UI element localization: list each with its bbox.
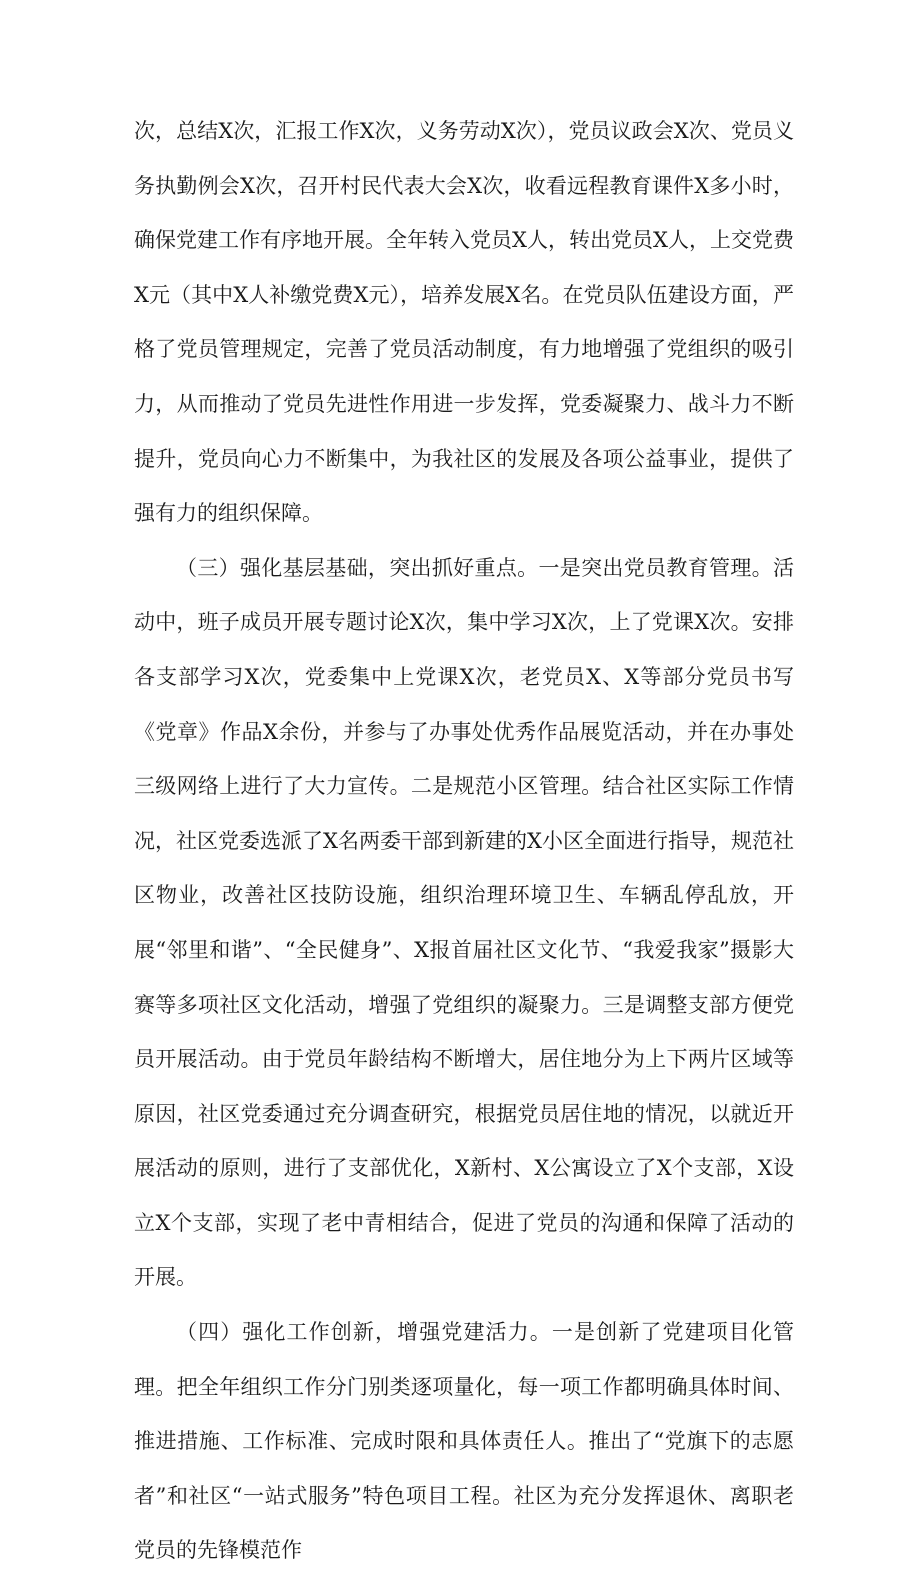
document-page bbox=[134, 104, 794, 1578]
paragraph-work-innovation: （四）强化工作创新，增强党建活力。一是创新了党建项目化管理。把全年组织工作分门别类逐项量化，每一项工作都明确具体时间、推进措施、工作标准、完成时限和具体责任人。推出了“党旗下的志愿者”和社区“一站式服务”特色项目工程。社区为充分发挥退休、离职老党员的先锋模范作 bbox=[134, 1320, 794, 1563]
paragraph-strengthen-grassroots: （三）强化基层基础，突出抓好重点。一是突出党员教育管理。活动中，班子成员开展专题讨论X次，集中学习X次，上了党课X次。安排各支部学习X次，党委集中上党课X次，老党员X、X等部分党员书写《党章》作品X余份，并参与了办事处优秀作品展览活动，并在办事处三级网络上进行了大力宣传。二是规范小区管理。结合社区实际工作情况，社区党委选派了X名两委干部到新建的X小区全面进行指导，规范社区物业，改善社区技防设施，组织治理环境卫生、车辆乱停乱放，开展“邻里和谐”、“全民健身”、X报首届社区文化节、“我爱我家”摄影大赛等多项社区文化活动，增强了党组织的凝聚力。三是调整支部方便党员开展活动。由于党员年龄结构不断增大，居住地分为上下两片区域等原因，社区党委通过充分调查研究，根据党员居住地的情况，以就近开展活动的原则，进行了支部优化，X新村、X公寓设立了X个支部，X设立X个支部，实现了老中青相结合，促进了党员的沟通和保障了活动的开展。 bbox=[134, 555, 794, 1290]
paragraph-party-member-work-summary: 次，总结X次，汇报工作X次，义务劳动X次），党员议政会X次、党员义务执勤例会X次，召开村民代表大会X次，收看远程教育课件X多小时，确保党建工作有序地开展。全年转入党员X人，转出党员X人，上交党费X元（其中X人补缴党费X元），培养发展X名。在党员队伍建设方面，严格了党员管理规定，完善了党员活动制度，有力地增强了党组织的吸引力，从而推动了党员先进性作用进一步发挥，党委凝聚力、战斗力不断提升，党员向心力不断集中，为我社区的发展及各项公益事业，提供了强有力的组织保障。 bbox=[134, 119, 794, 526]
